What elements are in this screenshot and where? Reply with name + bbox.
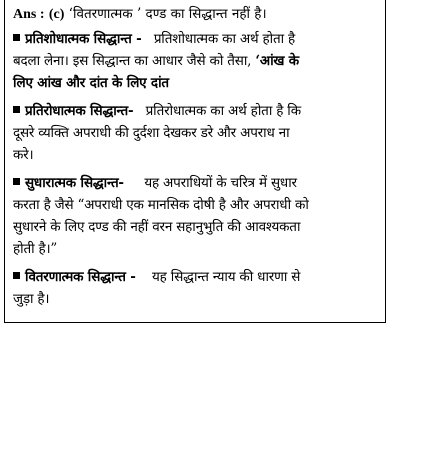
item-text: जुड़ा है। bbox=[13, 291, 50, 307]
item-line bbox=[13, 50, 379, 72]
bullet-icon bbox=[13, 272, 20, 279]
item-line bbox=[13, 216, 379, 238]
list-item bbox=[13, 172, 379, 194]
answer-content bbox=[13, 4, 379, 310]
item-line bbox=[13, 144, 379, 166]
answer-option: (c) bbox=[48, 7, 65, 22]
item-heading: वितरणात्मक सिद्धान्त - bbox=[25, 269, 136, 285]
item-heading: प्रतिशोधात्मक सिद्धान्त - bbox=[25, 31, 142, 47]
answer-label: Ans : bbox=[13, 7, 45, 22]
item-line bbox=[13, 72, 379, 94]
item-text-bold: लिए आंख और दांत के लिए दांत bbox=[13, 75, 169, 91]
item-line bbox=[13, 194, 379, 216]
item-text-bold: ‘आंख के bbox=[255, 53, 299, 69]
item-text: यह सिद्धान्त न्याय की धारणा से bbox=[152, 269, 301, 285]
bullet-icon bbox=[13, 34, 20, 41]
bullet-icon bbox=[13, 178, 20, 185]
item-text: करे। bbox=[13, 147, 34, 163]
item-heading: सुधारात्मक सिद्धान्त- bbox=[25, 175, 124, 191]
answer-text: ‘वितरणात्मक ’ दण्ड का सिद्धान्त नहीं है। bbox=[68, 6, 267, 22]
item-line bbox=[13, 238, 379, 260]
list-item bbox=[13, 100, 379, 122]
item-text: सुधारने के लिए दण्ड की नहीं वरन सहानुभुति की आवश्यकता bbox=[13, 219, 301, 235]
item-text: प्रतिशोधात्मक का अर्थ होता है bbox=[153, 31, 296, 47]
list-item bbox=[13, 28, 379, 50]
list-item bbox=[13, 266, 379, 288]
item-text: करता है जैसे “अपराधी एक मानसिक दोषी है और अपराधी को bbox=[13, 197, 309, 213]
answer-box bbox=[4, 0, 386, 323]
answer-line bbox=[13, 4, 379, 24]
item-line bbox=[13, 288, 379, 310]
item-heading: प्रतिरोधात्मक सिद्धान्त- bbox=[25, 103, 134, 119]
item-text: यह अपराधियों के चरित्र में सुधार bbox=[144, 175, 297, 191]
item-text: प्रतिरोधात्मक का अर्थ होता है कि bbox=[145, 103, 301, 119]
item-text: दूसरे व्यक्ति अपराधी की दुर्दशा देखकर डरे और अपराध ना bbox=[13, 125, 290, 141]
bullet-icon bbox=[13, 106, 20, 113]
item-text: बदला लेना। इस सिद्धान्त का आधार जैसे को तैसा, bbox=[13, 53, 252, 69]
item-text: होती है।” bbox=[13, 241, 58, 257]
item-line bbox=[13, 122, 379, 144]
